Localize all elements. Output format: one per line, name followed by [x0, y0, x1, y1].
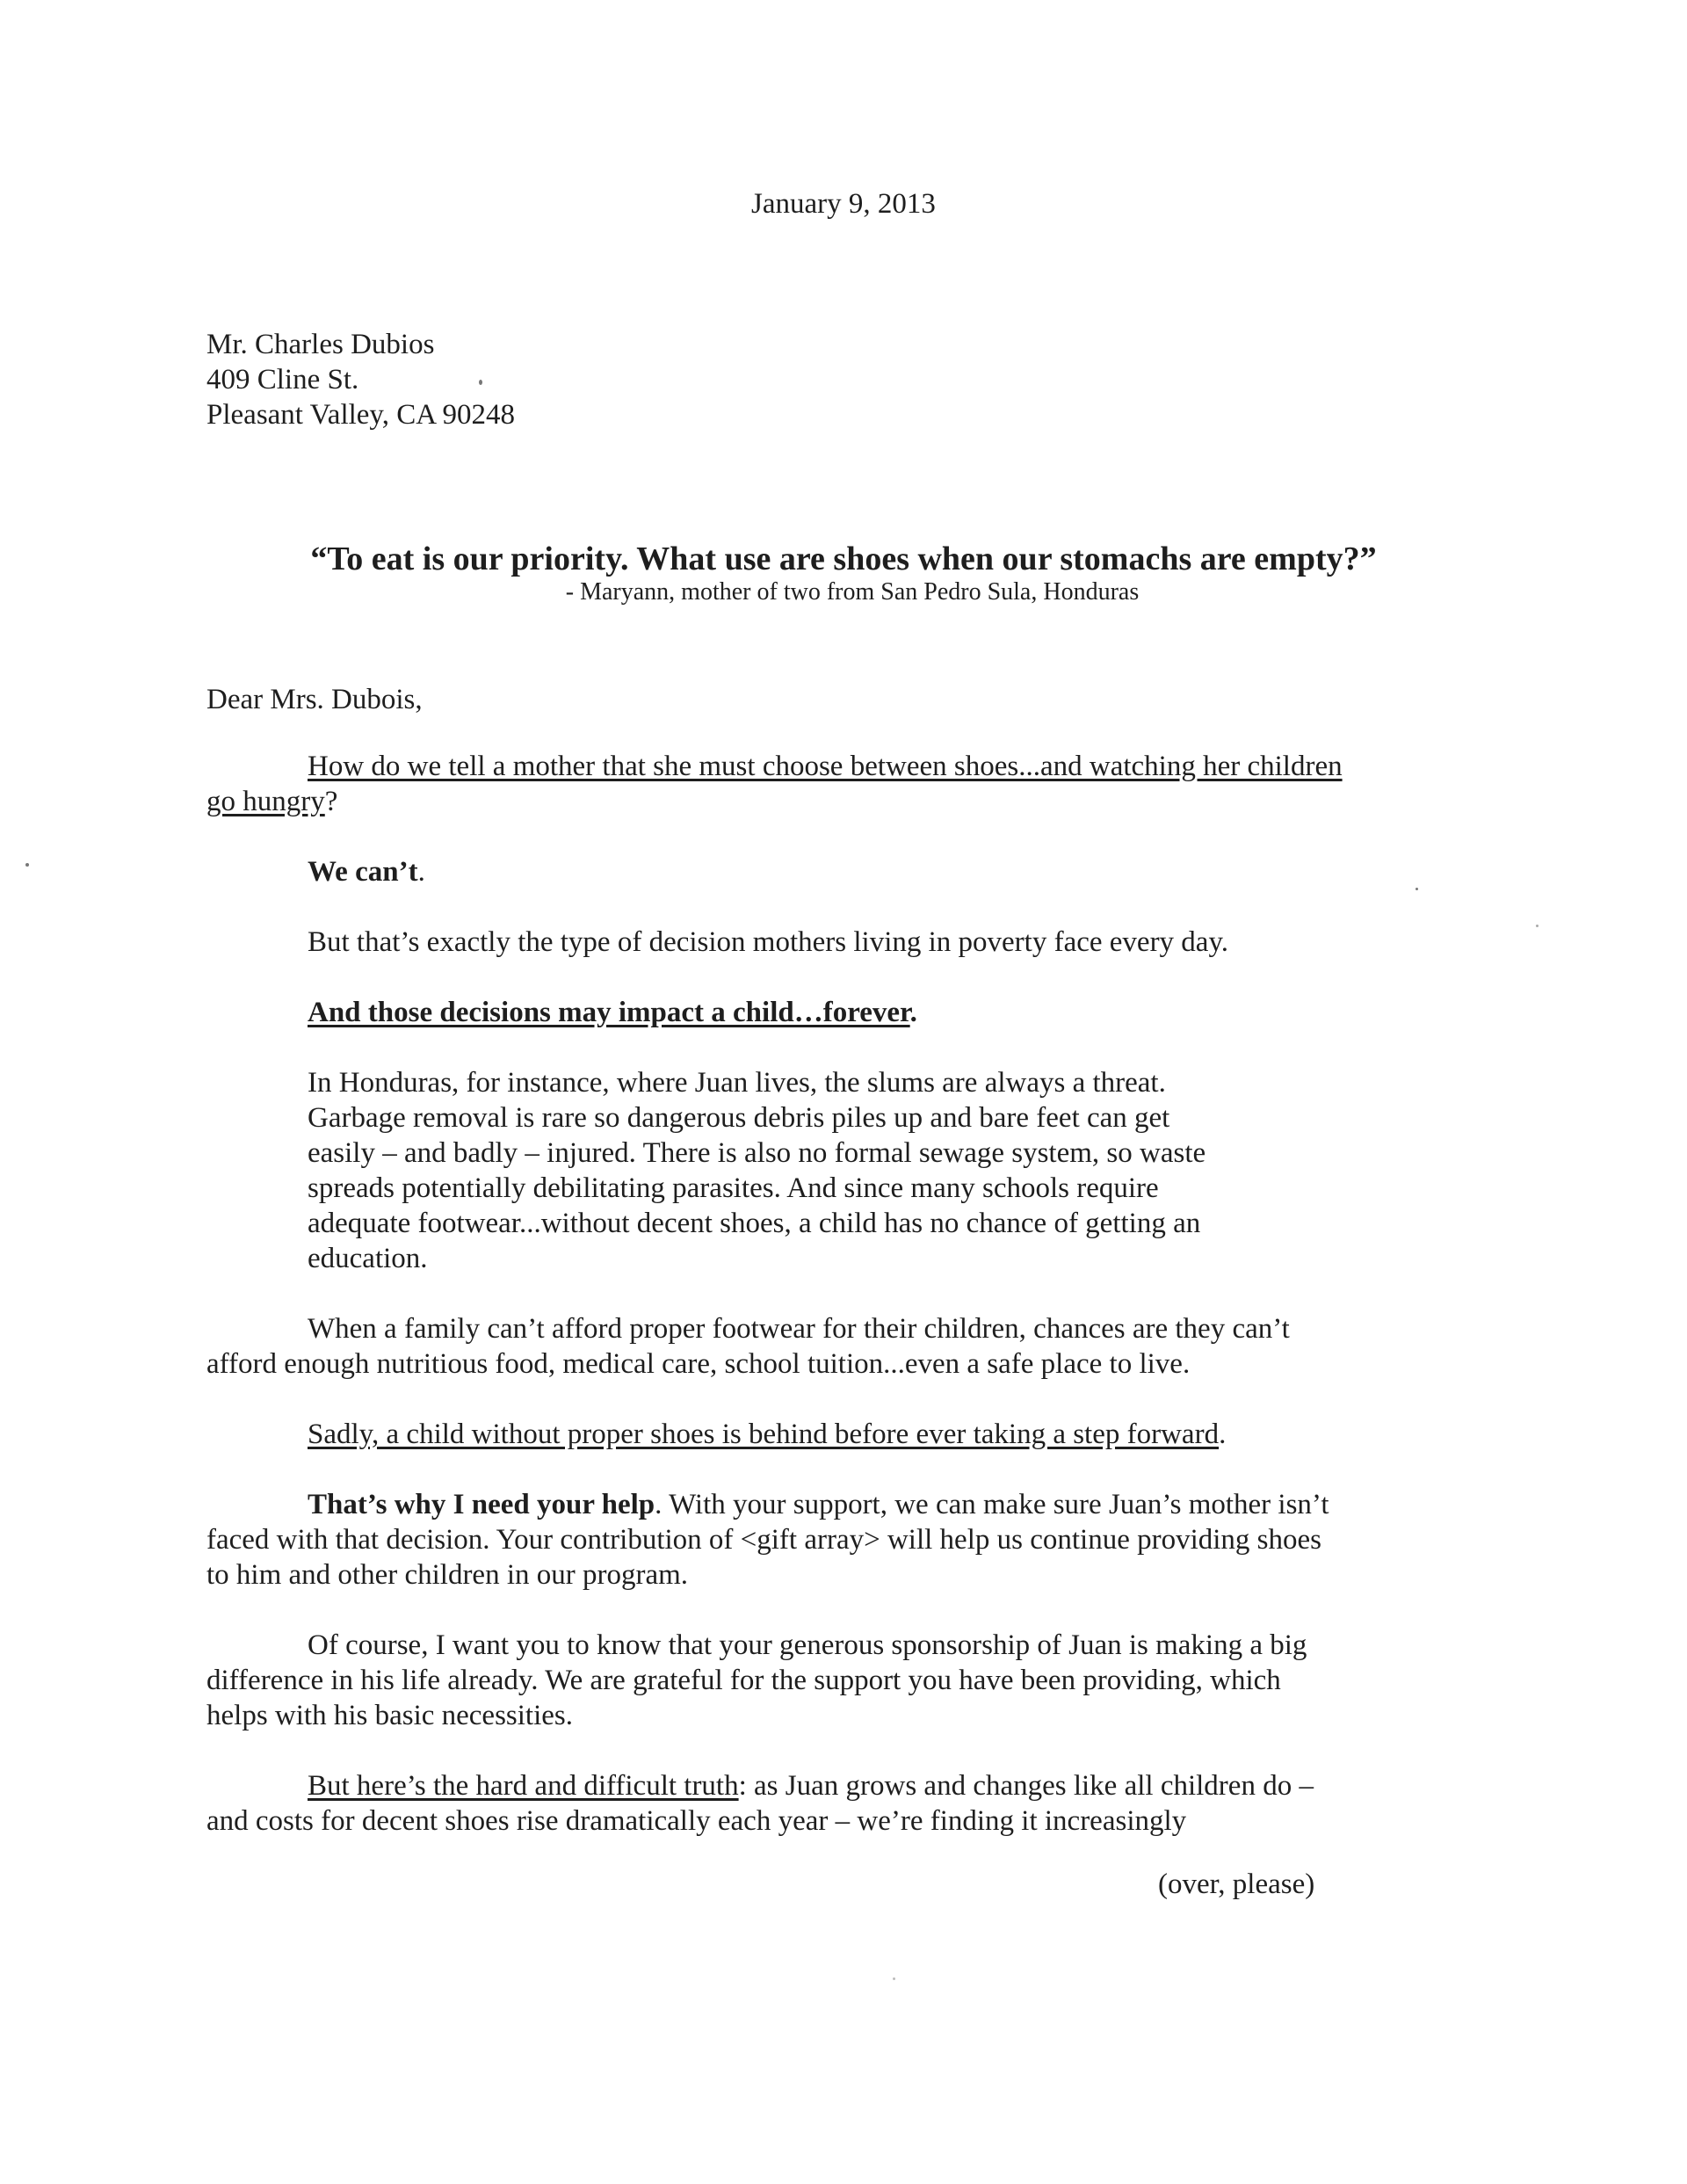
- paragraph-7-end: .: [1219, 1419, 1227, 1450]
- scan-speck: [479, 380, 482, 385]
- scan-speck: [893, 1977, 895, 1980]
- letter-body: [206, 749, 1349, 1839]
- paragraph-9: Of course, I want you to know that your generous sponsorship of Juan is making a big difference in his life already. We are grateful for the support you have been providing, which helps with his basic necessities.: [206, 1629, 1307, 1731]
- recipient-address: [206, 327, 515, 432]
- paragraph-1-underlined: How do we tell a mother that she must choose between shoes...and watching her children go hungry: [206, 751, 1343, 817]
- paragraph-10-rest: : as Juan grows and changes like all children do – and costs for decent shoes rise dramatically each year – we’re finding it increasingly: [206, 1770, 1314, 1837]
- over-please-note: (over, please): [1158, 1868, 1315, 1900]
- scan-speck: [25, 863, 29, 867]
- paragraph-10: [206, 1768, 1349, 1839]
- salutation: Dear Mrs. Dubois,: [206, 684, 423, 715]
- paragraph-4-end: .: [909, 997, 917, 1028]
- paragraph-1: [206, 749, 1349, 819]
- paragraph-4: [206, 995, 1349, 1030]
- paragraph-6: When a family can’t afford proper footwear for their children, chances are they can’t afford enough nutritious food, medical care, school tuition...even a safe place to live.: [206, 1313, 1290, 1380]
- recipient-name: Mr. Charles Dubios: [206, 329, 435, 360]
- letter-date: January 9, 2013: [751, 188, 936, 220]
- paragraph-3: But that’s exactly the type of decision mothers living in poverty face every day.: [308, 926, 1229, 958]
- pull-quote: “To eat is our priority. What use are shoes when our stomachs are empty?”: [310, 541, 1377, 577]
- quote-attribution: - Maryann, mother of two from San Pedro Sula, Honduras: [565, 578, 1140, 606]
- paragraph-8-bold: That’s why I need your help: [308, 1489, 655, 1520]
- paragraph-8-rest: . With your support, we can make sure Juan’s mother isn’t faced with that decision. Your contribution of <gift array> will help us continue providing shoes to him and other children in our program.: [206, 1489, 1329, 1591]
- recipient-city: Pleasant Valley, CA 90248: [206, 399, 516, 431]
- paragraph-7: [206, 1417, 1349, 1452]
- paragraph-1-end: ?: [324, 786, 338, 817]
- paragraph-2: [206, 854, 1349, 889]
- paragraph-2-bold: We can’t: [308, 856, 418, 888]
- paragraph-5: In Honduras, for instance, where Juan lives, the slums are always a threat. Garbage removal is rare so dangerous debris piles up and bare feet can get easily – and badly – injured. There is also no formal sewage system, so waste spreads potentially debilitating parasites. And since many schools require adequate footwear...without decent shoes, a child has no chance of getting an education.: [308, 1067, 1206, 1274]
- paragraph-10-underlined: But here’s the hard and difficult truth: [308, 1770, 739, 1802]
- paragraph-4-bold-underlined: And those decisions may impact a child…forever: [308, 997, 910, 1028]
- paragraph-7-underlined: Sadly, a child without proper shoes is behind before ever taking a step forward: [308, 1419, 1220, 1450]
- scan-speck: [1536, 925, 1539, 927]
- recipient-street: 409 Cline St.: [206, 364, 359, 395]
- scan-speck: [1415, 888, 1418, 890]
- paragraph-8: [206, 1487, 1349, 1593]
- paragraph-2-end: .: [417, 856, 425, 888]
